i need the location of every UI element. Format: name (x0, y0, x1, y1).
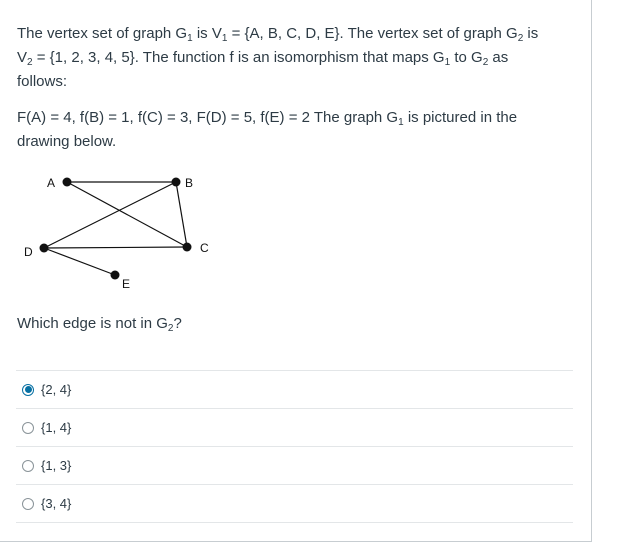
vertex-b (172, 178, 181, 187)
subscript: 2 (517, 33, 524, 44)
subscript: 1 (444, 57, 451, 68)
radio-icon[interactable] (22, 460, 34, 472)
prompt-text: ? (173, 315, 182, 332)
question-prompt (17, 312, 182, 336)
edge-a-c (67, 182, 187, 247)
edge-d-e (44, 248, 115, 275)
text-segment: as (488, 49, 509, 66)
text-segment: is pictured in the (403, 109, 518, 126)
answer-list (16, 370, 573, 523)
edge-b-c (176, 182, 187, 247)
subscript: 1 (221, 33, 228, 44)
vertex-c (183, 243, 192, 252)
vertex-label-c: C (200, 241, 209, 255)
answer-option[interactable] (16, 447, 573, 485)
text-segment: F(A) = 4, f(B) = 1, f(C) = 3, F(D) = 5, f(E) = 2 The graph G (17, 109, 399, 126)
question-paragraph (17, 22, 577, 94)
answer-label: {1, 3} (41, 458, 72, 473)
text-segment: is V (192, 25, 222, 42)
answer-option[interactable] (16, 371, 573, 409)
radio-icon[interactable] (22, 422, 34, 434)
subscript: 2 (482, 57, 489, 68)
radio-selected-icon[interactable] (22, 384, 34, 396)
answer-option[interactable] (16, 409, 573, 447)
subscript: 2 (27, 57, 33, 68)
vertex-label-a: A (47, 176, 56, 190)
text-segment: to G (450, 49, 483, 66)
text-segment: The vertex set of graph G (17, 25, 188, 42)
text-segment: drawing below. (17, 133, 117, 150)
vertex-d (40, 244, 49, 253)
graph-vertices (40, 178, 192, 280)
radio-icon[interactable] (22, 498, 34, 510)
answer-option[interactable] (16, 485, 573, 523)
answer-label: {3, 4} (41, 496, 72, 511)
answer-label: {1, 4} (41, 420, 72, 435)
text-segment: follows: (17, 73, 68, 90)
edge-c-d (44, 247, 187, 248)
vertex-e (111, 271, 120, 280)
subscript: 1 (398, 117, 404, 128)
vertex-a (63, 178, 72, 187)
text-segment: is (523, 25, 539, 42)
question-text (17, 22, 577, 154)
text-segment: = {A, B, C, D, E}. The vertex set of graph G (227, 25, 518, 42)
graph-edges (44, 182, 187, 275)
subscript: 1 (187, 33, 193, 44)
answer-label: {2, 4} (41, 382, 72, 397)
vertex-label-e: E (122, 277, 131, 291)
subscript: 2 (167, 323, 174, 334)
text-segment: = {1, 2, 3, 4, 5}. The function f is an isomorphism that maps G (32, 49, 445, 66)
text-segment: V (17, 49, 28, 66)
vertex-label-d: D (24, 245, 33, 259)
vertex-label-b: B (185, 176, 194, 190)
edge-b-d (44, 182, 176, 248)
prompt-text: Which edge is not in G (17, 315, 168, 332)
mapping-paragraph (17, 106, 577, 154)
graph-drawing (0, 160, 240, 300)
